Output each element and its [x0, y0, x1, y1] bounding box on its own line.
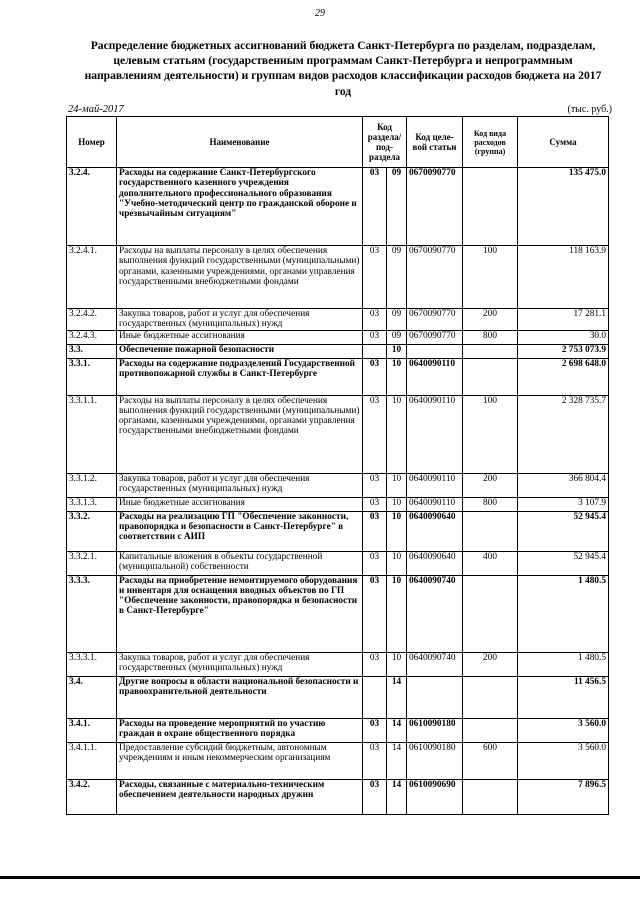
- row-sum: 1 480.5: [518, 652, 609, 676]
- page-number: 29: [315, 8, 325, 19]
- row-section-code: 03: [363, 511, 387, 551]
- row-number: 3.4.1.: [67, 718, 117, 742]
- row-name: Расходы на проведение мероприятий по участию граждан в охране общественного порядка: [117, 718, 363, 742]
- row-group-code: 600: [463, 742, 518, 779]
- row-subsection-code: 10: [387, 344, 407, 358]
- row-number: 3.4.1.1.: [67, 742, 117, 779]
- row-section-code: 03: [363, 395, 387, 473]
- row-section-code: 03: [363, 779, 387, 814]
- bottom-rule: [0, 876, 640, 879]
- row-number: 3.3.2.1.: [67, 551, 117, 575]
- row-number: 3.4.2.: [67, 779, 117, 814]
- row-name: Иные бюджетные ассигнования: [117, 330, 363, 344]
- row-target-code: 0610090690: [407, 779, 463, 814]
- budget-table: [66, 116, 609, 815]
- row-sum: 366 804.4: [518, 473, 609, 497]
- row-group-code: [463, 358, 518, 395]
- header-group: Код вида расходов (группа): [463, 117, 518, 168]
- table-row: [67, 395, 609, 473]
- row-sum: 30.0: [518, 330, 609, 344]
- table-row: [67, 344, 609, 358]
- row-target-code: 0640090640: [407, 511, 463, 551]
- table-row: [67, 676, 609, 718]
- row-target-code: 0610090180: [407, 742, 463, 779]
- row-subsection-code: 10: [387, 497, 407, 511]
- row-subsection-code: 10: [387, 575, 407, 652]
- row-name: Обеспечение пожарной безопасности: [117, 344, 363, 358]
- row-subsection-code: 14: [387, 779, 407, 814]
- table-row: [67, 473, 609, 497]
- row-number: 3.3.3.1.: [67, 652, 117, 676]
- row-subsection-code: 10: [387, 551, 407, 575]
- row-target-code: 0640090110: [407, 395, 463, 473]
- row-section-code: 03: [363, 497, 387, 511]
- row-group-code: 100: [463, 395, 518, 473]
- table-row: [67, 779, 609, 814]
- row-sum: 52 945.4: [518, 551, 609, 575]
- row-target-code: 0640090110: [407, 497, 463, 511]
- row-target-code: 0640090110: [407, 473, 463, 497]
- row-target-code: 0640090740: [407, 652, 463, 676]
- row-name: Предоставление субсидий бюджетным, автономным учреждениям и иным некоммерческим организациям: [117, 742, 363, 779]
- row-section-code: 03: [363, 742, 387, 779]
- row-group-code: [463, 779, 518, 814]
- row-target-code: [407, 344, 463, 358]
- row-subsection-code: 14: [387, 742, 407, 779]
- row-section-code: [363, 344, 387, 358]
- table-row: [67, 511, 609, 551]
- row-section-code: 03: [363, 309, 387, 331]
- row-section-code: 03: [363, 246, 387, 309]
- row-sum: 1 480.5: [518, 575, 609, 652]
- header-name: Наименование: [117, 117, 363, 168]
- row-group-code: 800: [463, 330, 518, 344]
- row-group-code: 200: [463, 473, 518, 497]
- row-target-code: 0640090110: [407, 358, 463, 395]
- row-target-code: 0670090770: [407, 246, 463, 309]
- row-sum: 52 945.4: [518, 511, 609, 551]
- document-date: 24-май-2017: [68, 104, 124, 115]
- row-name: Иные бюджетные ассигнования: [117, 497, 363, 511]
- row-name: Расходы, связанные с материально-техническим обеспечением деятельности народных дружин: [117, 779, 363, 814]
- row-number: 3.3.1.: [67, 358, 117, 395]
- row-sum: 118 163.9: [518, 246, 609, 309]
- row-sum: 11 456.5: [518, 676, 609, 718]
- row-number: 3.3.1.3.: [67, 497, 117, 511]
- row-name: Расходы на содержание Санкт-Петербургского государственного казенного учреждения дополнительного профессионального образования "Учебно-методический центр по гражданской обороне и чрезвычайным ситуациям": [117, 168, 363, 246]
- row-section-code: 03: [363, 330, 387, 344]
- row-sum: 3 560.0: [518, 718, 609, 742]
- row-number: 3.3.: [67, 344, 117, 358]
- row-section-code: [363, 676, 387, 718]
- row-group-code: 400: [463, 551, 518, 575]
- row-name: Закупка товаров, работ и услуг для обеспечения государственных (муниципальных) нужд: [117, 473, 363, 497]
- row-sum: 2 753 073.9: [518, 344, 609, 358]
- row-number: 3.2.4.3.: [67, 330, 117, 344]
- row-section-code: 03: [363, 168, 387, 246]
- row-section-code: 03: [363, 718, 387, 742]
- row-group-code: [463, 511, 518, 551]
- row-target-code: [407, 676, 463, 718]
- row-subsection-code: 10: [387, 358, 407, 395]
- row-name: Расходы на выплаты персоналу в целях обеспечения выполнения функций государственными (муниципальными) органами, казенными учреждениями, органами управления государственными внебюджетными фондами: [117, 395, 363, 473]
- table-body: [67, 168, 609, 815]
- table-row: [67, 718, 609, 742]
- row-name: Расходы на реализацию ГП "Обеспечение законности, правопорядка и безопасности в Санкт-Петербурге" в соответствии с АИП: [117, 511, 363, 551]
- row-number: 3.4.: [67, 676, 117, 718]
- row-section-code: 03: [363, 358, 387, 395]
- row-number: 3.3.3.: [67, 575, 117, 652]
- row-group-code: 800: [463, 497, 518, 511]
- table-row: [67, 497, 609, 511]
- row-group-code: 100: [463, 246, 518, 309]
- row-sum: 3 107.9: [518, 497, 609, 511]
- row-name: Капитальные вложения в объекты государственной (муниципальной) собственности: [117, 551, 363, 575]
- row-name: Расходы на содержание подразделений Государственной противопожарной службы в Санкт-Петербурге: [117, 358, 363, 395]
- row-number: 3.2.4.1.: [67, 246, 117, 309]
- row-subsection-code: 09: [387, 330, 407, 344]
- row-sum: 17 281.1: [518, 309, 609, 331]
- row-target-code: 0640090740: [407, 575, 463, 652]
- row-subsection-code: 10: [387, 395, 407, 473]
- row-subsection-code: 09: [387, 309, 407, 331]
- row-name: Расходы на приобретение немонтируемого оборудования и инвентаря для оснащения вводных объектов по ГП "Обеспечение законности, правопорядка и безопасности в Санкт-Петербурге": [117, 575, 363, 652]
- row-number: 3.2.4.: [67, 168, 117, 246]
- row-sum: 2 698 648.0: [518, 358, 609, 395]
- row-target-code: 0670090770: [407, 309, 463, 331]
- row-group-code: [463, 718, 518, 742]
- header-number: Номер: [67, 117, 117, 168]
- row-group-code: [463, 575, 518, 652]
- row-sum: 7 896.5: [518, 779, 609, 814]
- row-target-code: 0670090770: [407, 330, 463, 344]
- row-sum: 135 475.0: [518, 168, 609, 246]
- row-subsection-code: 09: [387, 168, 407, 246]
- row-name: Закупка товаров, работ и услуг для обеспечения государственных (муниципальных) нужд: [117, 309, 363, 331]
- row-subsection-code: 10: [387, 652, 407, 676]
- row-group-code: [463, 344, 518, 358]
- row-group-code: [463, 676, 518, 718]
- table-row: [67, 652, 609, 676]
- row-subsection-code: 10: [387, 511, 407, 551]
- row-number: 3.3.1.1.: [67, 395, 117, 473]
- row-subsection-code: 09: [387, 246, 407, 309]
- row-target-code: 0610090180: [407, 718, 463, 742]
- table-row: [67, 168, 609, 246]
- row-sum: 2 328 735.7: [518, 395, 609, 473]
- table-row: [67, 358, 609, 395]
- header-section: Код раздела/ под-раздела: [363, 117, 407, 168]
- row-target-code: 0670090770: [407, 168, 463, 246]
- row-number: 3.3.2.: [67, 511, 117, 551]
- row-group-code: 200: [463, 652, 518, 676]
- row-section-code: 03: [363, 551, 387, 575]
- table-row: [67, 246, 609, 309]
- units-label: (тыс. руб.): [567, 104, 612, 115]
- header-target: Код целе-вой статьи: [407, 117, 463, 168]
- row-name: Другие вопросы в области национальной безопасности и правоохранительной деятельности: [117, 676, 363, 718]
- row-section-code: 03: [363, 652, 387, 676]
- table-row: [67, 742, 609, 779]
- table-row: [67, 330, 609, 344]
- row-subsection-code: 14: [387, 676, 407, 718]
- table-row: [67, 551, 609, 575]
- row-sum: 3 560.0: [518, 742, 609, 779]
- row-subsection-code: 14: [387, 718, 407, 742]
- row-target-code: 0640090640: [407, 551, 463, 575]
- row-number: 3.2.4.2.: [67, 309, 117, 331]
- row-section-code: 03: [363, 473, 387, 497]
- document-title: Распределение бюджетных ассигнований бюджета Санкт-Петербурга по разделам, подразделам, целевым статьям (государственным программам Санкт-Петербурга и непрограммным направлениям деятельности) и группам видов расходов классификации расходов бюджета на 2017 год: [84, 39, 602, 98]
- row-group-code: [463, 168, 518, 246]
- row-name: Закупка товаров, работ и услуг для обеспечения государственных (муниципальных) нужд: [117, 652, 363, 676]
- table-row: [67, 575, 609, 652]
- row-section-code: 03: [363, 575, 387, 652]
- row-name: Расходы на выплаты персоналу в целях обеспечения выполнения функций государственными (муниципальными) органами, казенными учреждениями, органами управления государственными внебюджетными фондами: [117, 246, 363, 309]
- row-subsection-code: 10: [387, 473, 407, 497]
- row-number: 3.3.1.2.: [67, 473, 117, 497]
- row-group-code: 200: [463, 309, 518, 331]
- table-header-row: [67, 117, 609, 168]
- header-sum: Сумма: [518, 117, 609, 168]
- table-row: [67, 309, 609, 331]
